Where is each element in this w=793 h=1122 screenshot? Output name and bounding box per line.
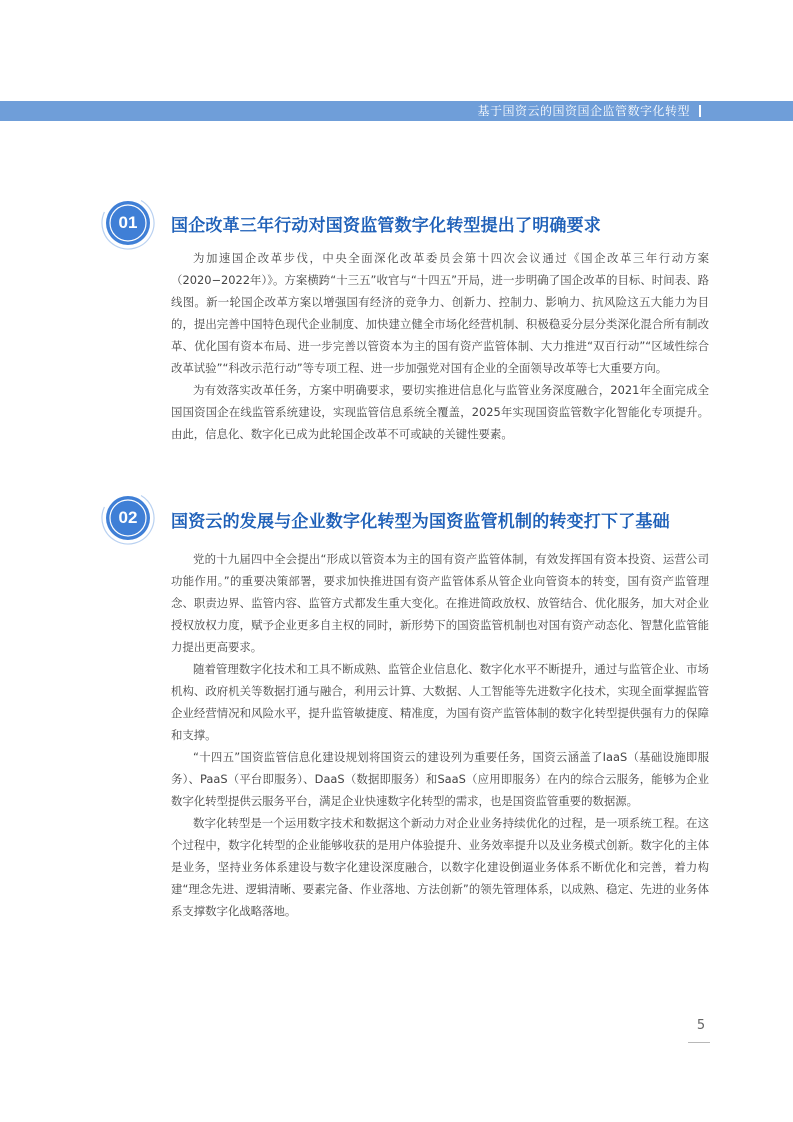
section-number: 02 bbox=[118, 508, 138, 527]
section-body-02 bbox=[171, 548, 709, 922]
paragraph: 随着管理数字化技术和工具不断成熟、监管企业信息化、数字化水平不断提升，通过与监管企业、市场机构、政府机关等数据打通与融合，利用云计算、大数据、人工智能等先进数字化技术，实现全面掌握监管企业经营情况和风险水平，提升监管敏捷度、精准度，为国有资产监管体制的数字化转型提供强有力的保障和支撑。 bbox=[171, 662, 709, 742]
section-title-01: 国企改革三年行动对国资监管数字化转型提出了明确要求 bbox=[171, 216, 601, 236]
paragraph: “十四五”国资监管信息化建设规划将国资云的建设列为重要任务，国资云涵盖了IaaS（基础设施即服务）、PaaS（平台即服务）、DaaS（数据即服务）和SaaS（应用即服务）在内的综合云服务，能够为企业数字化转型提供云服务平台，满足企业快速数字化转型的需求，也是国资监管重要的数据源。 bbox=[171, 750, 709, 808]
header-bar bbox=[0, 101, 793, 121]
header-title: 基于国资云的国资国企监管数字化转型 bbox=[477, 104, 690, 118]
page-number: 5 bbox=[696, 1018, 706, 1033]
section-body-01 bbox=[171, 247, 709, 445]
paragraph: 为有效落实改革任务，方案中明确要求，要切实推进信息化与监管业务深度融合，2021年全面完成全国国资国企在线监管系统建设，实现监管信息系统全覆盖，2025年实现国资监管数字化智能化专项提升。由此，信息化、数字化已成为此轮国企改革不可或缺的关键性要素。 bbox=[171, 383, 709, 441]
section-number: 01 bbox=[118, 213, 138, 232]
section-badge-01 bbox=[106, 201, 150, 245]
header-divider bbox=[699, 105, 701, 117]
section-title-02: 国资云的发展与企业数字化转型为国资监管机制的转变打下了基础 bbox=[171, 512, 670, 532]
paragraph: 党的十九届四中全会提出“形成以管资本为主的国有资产监管体制，有效发挥国有资本投资、运营公司功能作用。”的重要决策部署，要求加快推进国有资产监管体系从管企业向管资本的转变，国有资产监管理念、职责边界、监管内容、监管方式都发生重大变化。在推进简政放权、放管结合、优化服务，加大对企业授权放权力度，赋予企业更多自主权的同时，新形势下的国资监管机制也对国有资产动态化、智慧化监管能力提出更高要求。 bbox=[171, 552, 709, 654]
page-number-rule bbox=[688, 1042, 710, 1043]
paragraph: 数字化转型是一个运用数字技术和数据这个新动力对企业业务持续优化的过程，是一项系统工程。在这个过程中，数字化转型的企业能够收获的是用户体验提升、业务效率提升以及业务模式创新。数字化的主体是业务，坚持业务体系建设与数字化建设深度融合，以数字化建设倒逼业务体系不断优化和完善，着力构建“理念先进、逻辑清晰、要素完备、作业落地、方法创新”的领先管理体系，以成熟、稳定、先进的业务体系支撑数字化战略落地。 bbox=[171, 816, 709, 918]
section-badge-02 bbox=[106, 496, 150, 540]
paragraph: 为加速国企改革步伐，中央全面深化改革委员会第十四次会议通过《国企改革三年行动方案（2020−2022年）》。方案横跨“十三五”收官与“十四五”开局，进一步明确了国企改革的目标、时间表、路线图。新一轮国企改革方案以增强国有经济的竞争力、创新力、控制力、影响力、抗风险这五大能力为目的，提出完善中国特色现代企业制度、加快建立健全市场化经营机制、积极稳妥分层分类深化混合所有制改革、优化国有资本布局、进一步完善以管资本为主的国有资产监管体制、大力推进“双百行动”“区域性综合改革试验”“科改示范行动”等专项工程、进一步加强党对国有企业的全面领导改革等七大重要方向。 bbox=[171, 251, 709, 375]
